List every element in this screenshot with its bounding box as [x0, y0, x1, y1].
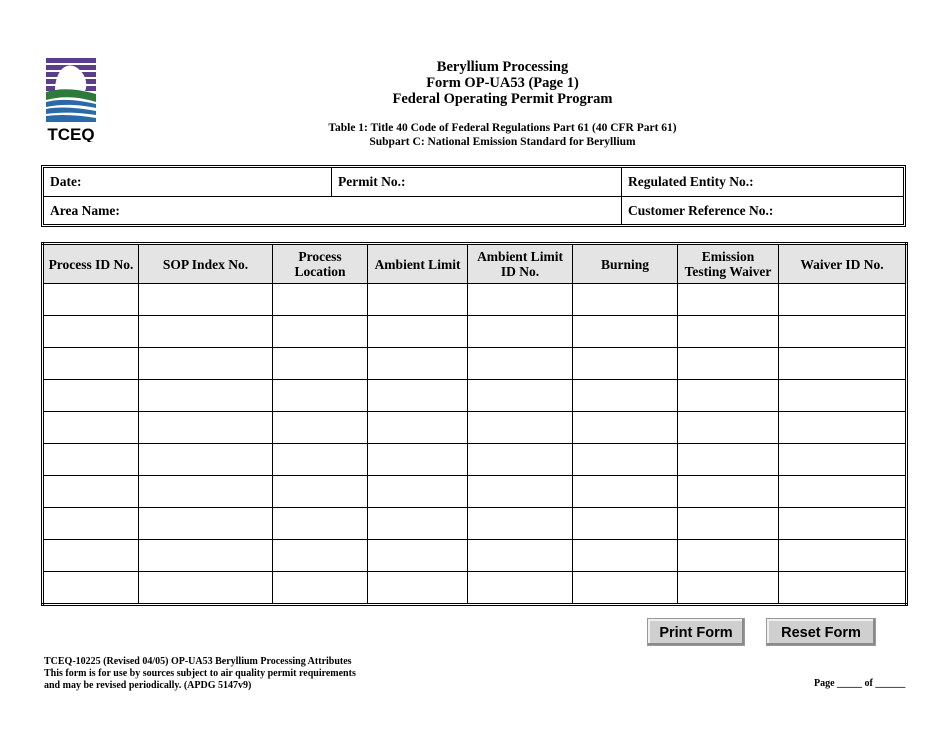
permit-field[interactable]: Permit No.: — [338, 174, 406, 189]
table-cell[interactable] — [779, 540, 907, 572]
table-cell[interactable] — [678, 284, 779, 316]
table-cell[interactable] — [139, 348, 273, 380]
table-cell[interactable] — [678, 348, 779, 380]
table-cell[interactable] — [368, 348, 468, 380]
table-row — [43, 444, 907, 476]
logo-text: TCEQ — [47, 125, 95, 142]
table-cell[interactable] — [43, 572, 139, 605]
table-cell[interactable] — [368, 316, 468, 348]
table-cell[interactable] — [573, 284, 678, 316]
table-cell[interactable] — [573, 540, 678, 572]
table-cell[interactable] — [273, 412, 368, 444]
table-cell[interactable] — [139, 284, 273, 316]
table-cell[interactable] — [678, 540, 779, 572]
form-footer — [44, 656, 356, 692]
form-number: Form OP-UA53 (Page 1) — [426, 75, 579, 91]
info-box — [41, 165, 906, 227]
table-cell[interactable] — [468, 380, 573, 412]
table-cell[interactable] — [273, 444, 368, 476]
table-cell[interactable] — [468, 284, 573, 316]
table-cell[interactable] — [468, 508, 573, 540]
table-row — [43, 412, 907, 444]
tceq-logo-graphic — [45, 58, 97, 142]
table-cell[interactable] — [779, 380, 907, 412]
table-row — [43, 348, 907, 380]
table-cell[interactable] — [43, 380, 139, 412]
table-cell[interactable] — [678, 476, 779, 508]
table-cell[interactable] — [779, 476, 907, 508]
table-cell[interactable] — [678, 508, 779, 540]
table-cell[interactable] — [368, 476, 468, 508]
table-cell[interactable] — [779, 444, 907, 476]
table-cell[interactable] — [368, 380, 468, 412]
table-cell[interactable] — [273, 572, 368, 605]
footer-line-3: and may be revised periodically. (APDG 5147v9) — [44, 680, 252, 691]
table-cell[interactable] — [468, 412, 573, 444]
footer-line-1: TCEQ-10225 (Revised 04/05) OP-UA53 Beryllium Processing Attributes — [44, 656, 352, 667]
date-field[interactable]: Date: — [50, 174, 82, 189]
table-cell[interactable] — [139, 476, 273, 508]
table-cell[interactable] — [43, 444, 139, 476]
table-cell[interactable] — [368, 284, 468, 316]
table-subtitle: Subpart C: National Emission Standard for Beryllium — [369, 136, 636, 148]
table-cell[interactable] — [273, 476, 368, 508]
col-process-id: Process ID No. — [43, 244, 139, 284]
table-cell[interactable] — [43, 540, 139, 572]
table-cell[interactable] — [273, 380, 368, 412]
table-row — [43, 540, 907, 572]
table-cell[interactable] — [779, 572, 907, 605]
table-cell[interactable] — [468, 572, 573, 605]
col-ambient-limit: Ambient Limit — [368, 244, 468, 284]
beryllium-table — [41, 242, 908, 606]
table-cell[interactable] — [273, 284, 368, 316]
table-row — [43, 284, 907, 316]
table-cell[interactable] — [273, 348, 368, 380]
table-body — [43, 284, 907, 605]
footer-line-2: This form is for use by sources subject to air quality permit requirements — [44, 668, 356, 679]
table-cell[interactable] — [368, 444, 468, 476]
form-title: Beryllium Processing — [436, 59, 569, 75]
table-cell[interactable] — [139, 380, 273, 412]
table-cell[interactable] — [273, 540, 368, 572]
table-cell[interactable] — [139, 444, 273, 476]
table-cell[interactable] — [678, 444, 779, 476]
form-header — [300, 59, 705, 149]
table-row — [43, 380, 907, 412]
table-cell[interactable] — [368, 412, 468, 444]
table-cell[interactable] — [573, 380, 678, 412]
table-cell[interactable] — [139, 572, 273, 605]
table-cell[interactable] — [43, 476, 139, 508]
table-cell[interactable] — [468, 476, 573, 508]
table-cell[interactable] — [43, 284, 139, 316]
table-cell[interactable] — [368, 508, 468, 540]
table-cell[interactable] — [43, 316, 139, 348]
table-cell[interactable] — [43, 508, 139, 540]
table-cell[interactable] — [43, 348, 139, 380]
print-form-button[interactable]: Print Form — [647, 618, 745, 646]
table-cell[interactable] — [678, 412, 779, 444]
table-cell[interactable] — [779, 508, 907, 540]
table-cell[interactable] — [573, 508, 678, 540]
table-cell[interactable] — [273, 316, 368, 348]
table-cell[interactable] — [368, 540, 468, 572]
table-cell[interactable] — [573, 476, 678, 508]
table-row — [43, 316, 907, 348]
col-burning: Burning — [573, 244, 678, 284]
reset-form-button[interactable]: Reset Form — [766, 618, 876, 646]
table-cell[interactable] — [573, 444, 678, 476]
customer-reference-field[interactable]: Customer Reference No.: — [628, 203, 774, 218]
area-name-field[interactable]: Area Name: — [50, 203, 120, 218]
col-ambient-limit-id: Ambient Limit ID No. — [468, 244, 573, 284]
col-process-location: Process Location — [273, 244, 368, 284]
table-row — [43, 508, 907, 540]
table-cell[interactable] — [573, 316, 678, 348]
table-row — [43, 476, 907, 508]
col-emission-testing-waiver: Emission Testing Waiver — [678, 244, 779, 284]
table-cell[interactable] — [43, 412, 139, 444]
table-header-row — [43, 244, 907, 284]
page-number: Page _____ of ______ — [814, 678, 906, 689]
tceq-logo — [45, 58, 97, 142]
table-cell[interactable] — [779, 412, 907, 444]
table-cell[interactable] — [573, 412, 678, 444]
table-cell[interactable] — [139, 540, 273, 572]
table-title: Table 1: Title 40 Code of Federal Regulations Part 61 (40 CFR Part 61) — [328, 122, 677, 134]
col-waiver-id: Waiver ID No. — [779, 244, 907, 284]
table-cell[interactable] — [573, 348, 678, 380]
table-cell[interactable] — [139, 508, 273, 540]
table-cell[interactable] — [139, 412, 273, 444]
table-cell[interactable] — [678, 316, 779, 348]
table-cell[interactable] — [678, 380, 779, 412]
table-row — [43, 572, 907, 605]
table-cell[interactable] — [139, 316, 273, 348]
table-cell[interactable] — [468, 316, 573, 348]
table-cell[interactable] — [468, 444, 573, 476]
table-cell[interactable] — [779, 316, 907, 348]
table-cell[interactable] — [273, 508, 368, 540]
table-cell[interactable] — [468, 348, 573, 380]
col-sop-index: SOP Index No. — [139, 244, 273, 284]
table-cell[interactable] — [779, 348, 907, 380]
table-cell[interactable] — [678, 572, 779, 605]
table-cell[interactable] — [368, 572, 468, 605]
table-cell[interactable] — [573, 572, 678, 605]
program-name: Federal Operating Permit Program — [392, 91, 613, 107]
regulated-entity-field[interactable]: Regulated Entity No.: — [628, 174, 754, 189]
table-cell[interactable] — [779, 284, 907, 316]
table-cell[interactable] — [468, 540, 573, 572]
